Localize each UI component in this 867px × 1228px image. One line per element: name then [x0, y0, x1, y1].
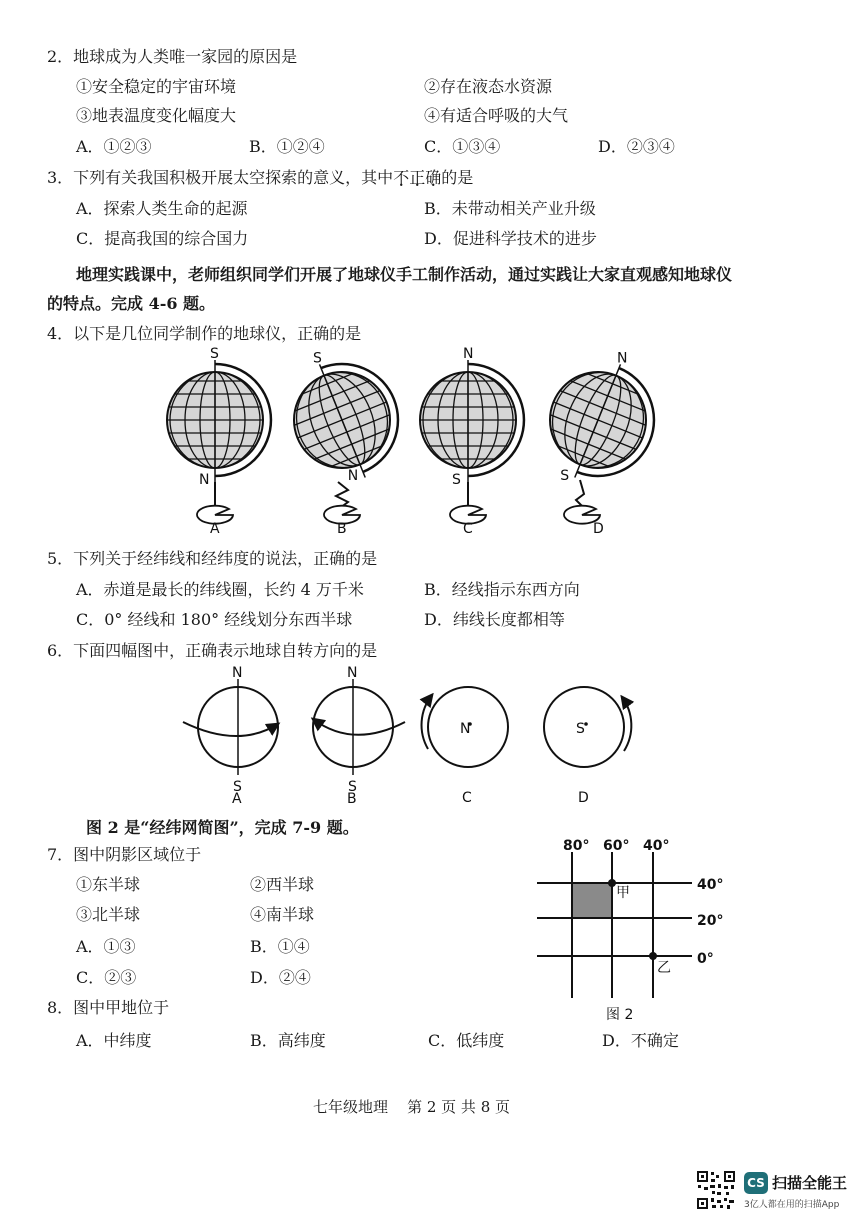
globe-option-label: C [463, 521, 473, 537]
fig2-lat-label-40: 40° [697, 877, 724, 893]
q3-stem-pre: 3．下列有关我国积极开展太空探索的意义，其中 [47, 168, 394, 187]
q5-option-b: B．经线指示东西方向 [424, 580, 580, 599]
q2-option-c: C．①③④ [424, 137, 501, 156]
rotation-option-label: A [232, 791, 242, 807]
globe-option-label: A [210, 521, 220, 537]
intro-7-9: 图 2 是“经纬网简图”，完成 7-9 题。 [86, 818, 359, 837]
q2-stem: 2．地球成为人类唯一家园的原因是 [47, 47, 298, 66]
q5-option-d: D．纬线长度都相等 [424, 610, 565, 629]
intro-4-6-line1: 地理实践课中，老师组织同学们开展了地球仪手工制作活动，通过实践让大家直观感知地球仪 [76, 265, 733, 284]
scanner-app-badge: CS [744, 1172, 768, 1194]
q2-item-3: ③地表温度变化幅度大 [76, 106, 237, 125]
q2-item-4: ④有适合呼吸的大气 [424, 106, 569, 125]
north-pole-label: N [232, 665, 243, 681]
q3-stem-post: 的是 [441, 168, 474, 187]
q7-option-c: C．②③ [76, 968, 137, 987]
q2-item-2: ②存在液态水资源 [424, 77, 553, 96]
globe-bottom-pole-label: N [199, 472, 210, 488]
q3-option-b: B．未带动相关产业升级 [424, 199, 596, 218]
intro-4-6-line2: 的特点。完成 4-6 题。 [47, 294, 216, 313]
q7-item-2: ②西半球 [250, 875, 315, 894]
globe-bottom-pole-label: S [560, 467, 570, 484]
q7-option-d: D．②④ [250, 968, 311, 987]
center-pole-label: S [576, 721, 585, 737]
center-pole-label: N [460, 721, 471, 737]
q7-option-a: A．①③ [76, 937, 136, 956]
q3-option-d: D．促进科学技术的进步 [424, 229, 597, 248]
q5-option-c: C．0° 经线和 180° 经线划分东西半球 [76, 610, 353, 629]
globe-top-pole-label: N [463, 346, 474, 362]
q2-option-a: A．①②③ [76, 137, 152, 156]
scanner-app-tagline: 3亿人都在用的扫描App [744, 1200, 840, 1210]
fig2-caption: 图 2 [606, 1007, 634, 1023]
south-pole-label: S [348, 779, 357, 795]
globe-option-label: B [337, 521, 347, 537]
q7-option-b: B．①④ [250, 937, 310, 956]
rotation-option-label: B [347, 791, 357, 807]
q8-option-a: A．中纬度 [76, 1031, 152, 1050]
q3-stem-emphasis-2: 正 [409, 168, 426, 187]
q8-option-b: B．高纬度 [250, 1031, 326, 1050]
q5-stem: 5．下列关于经纬线和经纬度的说法，正确的是 [47, 549, 378, 568]
fig2-lat-label-20: 20° [697, 913, 724, 929]
q3-option-c: C．提高我国的综合国力 [76, 229, 249, 248]
q5-option-a: A．赤道是最长的纬线圈，长约 4 万千米 [76, 580, 364, 599]
scanner-app-name: 扫描全能王 [772, 1174, 848, 1192]
q2-option-b: B．①②④ [249, 137, 325, 156]
globe-top-pole-label: S [313, 350, 322, 367]
q2-item-1: ①安全稳定的宇宙环境 [76, 77, 237, 96]
q7-item-4: ④南半球 [250, 905, 315, 924]
north-pole-label: N [347, 665, 358, 681]
globe-option-label: D [593, 521, 604, 537]
globe-top-pole-label: S [210, 346, 219, 362]
fig2-lat-label-0: 0° [697, 951, 714, 967]
q7-item-3: ③北半球 [76, 905, 141, 924]
page-footer: 七年级地理 第 2 页 共 8 页 [313, 1098, 511, 1116]
fig2-point-yi-label: 乙 [657, 960, 671, 976]
q4-stem: 4．以下是几位同学制作的地球仪，正确的是 [47, 324, 362, 343]
q8-option-d: D．不确定 [602, 1031, 679, 1050]
q3-stem-emphasis-3: 确 [425, 168, 442, 187]
q7-stem: 7．图中阴影区域位于 [47, 845, 202, 864]
q7-item-1: ①东半球 [76, 875, 141, 894]
fig2-point-jia-label: 甲 [616, 885, 630, 901]
q8-stem: 8．图中甲地位于 [47, 998, 170, 1017]
q8-option-c: C．低纬度 [428, 1031, 505, 1050]
fig2-shaded-area [573, 884, 611, 917]
q3-stem-emphasis-1: 不 [393, 168, 410, 187]
fig2-point-jia-marker [608, 879, 616, 887]
rotation-option-label: C [462, 790, 472, 806]
q2-option-d: D．②③④ [598, 137, 675, 156]
q6-stem: 6．下面四幅图中，正确表示地球自转方向的是 [47, 641, 378, 660]
globe-bottom-pole-label: S [452, 472, 461, 488]
globe-top-pole-label: N [616, 350, 628, 367]
q3-option-a: A．探索人类生命的起源 [76, 199, 248, 218]
qr-code-icon [696, 1170, 736, 1210]
south-pole-label: S [233, 779, 242, 795]
fig2-lon-label-60: 60° [603, 838, 630, 854]
fig2-lon-label-40: 40° [643, 838, 670, 854]
globe-bottom-pole-label: N [347, 467, 359, 484]
fig2-lon-label-80: 80° [563, 838, 590, 854]
fig2-point-yi-marker [649, 952, 657, 960]
rotation-option-label: D [578, 790, 589, 806]
